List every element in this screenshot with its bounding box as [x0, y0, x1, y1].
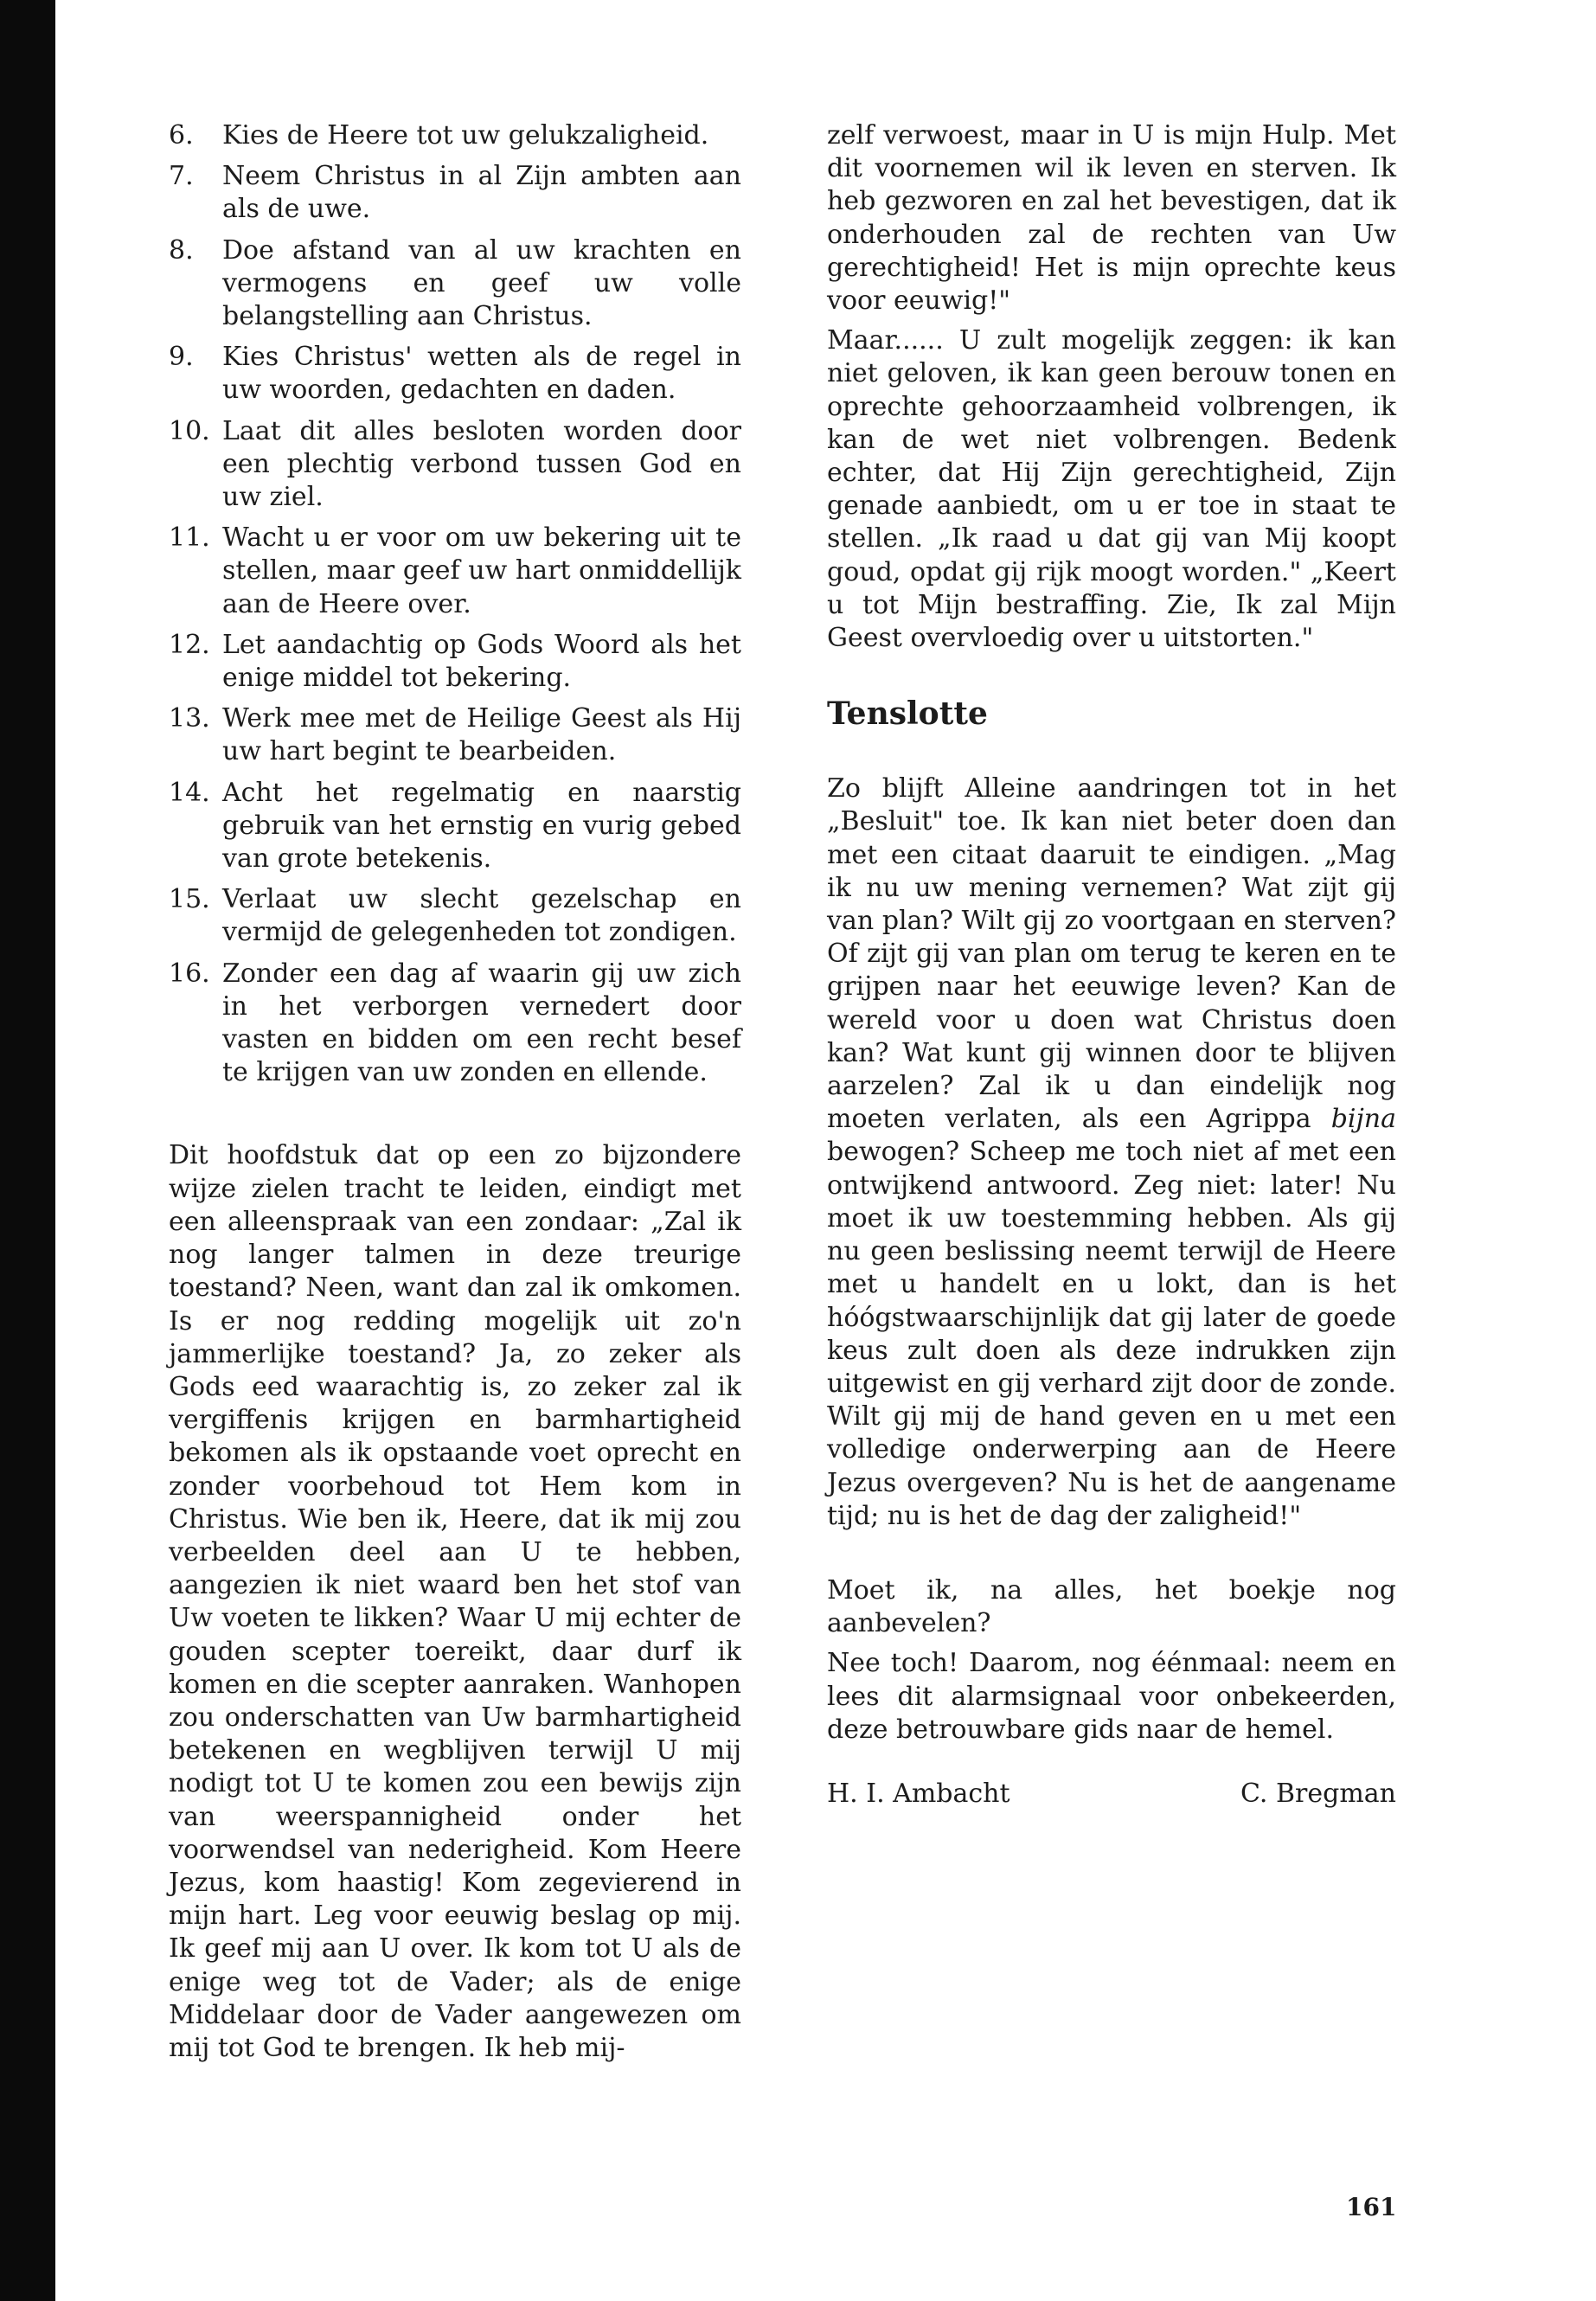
list-item-number: 14.	[169, 777, 210, 808]
conclusion-text-end: bewogen? Scheep me toch niet af met een ontwijkend antwoord. Zeg niet: later! Nu moet ik uw toestemming hebben. Als gij nu geen beslissing neemt terwijl de Heere met u handelt en u lokt, dan is het hóógstwaarschijnlijk dat gij later de goede keus zult doen als deze indrukken zijn uitgewist en gij verhard zijt door de zonde. Wilt gij mij de hand geven en u met een volledige onderwerping aan de Heere Jezus overgeven? Nu is het de aangename tijd; nu is het de dag der zaligheid!"	[827, 1137, 1396, 1531]
list-item-number: 16.	[169, 958, 210, 989]
list-item	[169, 234, 741, 334]
list-item-text: Kies de Heere tot uw gelukzaligheid.	[222, 120, 709, 151]
signature-left: H. I. Ambacht	[827, 1778, 1010, 1809]
signatures	[827, 1778, 1396, 1811]
list-item	[169, 160, 741, 226]
section-heading: Tenslotte	[827, 695, 988, 733]
list-item-number: 9.	[169, 342, 194, 373]
list-item	[169, 702, 741, 768]
list-item-number: 6.	[169, 120, 194, 151]
scan-binding-edge	[0, 0, 55, 2301]
list-item-number: 13.	[169, 703, 210, 734]
continued-quote-paragraph: zelf verwoest, maar in U is mijn Hulp. Met dit voornemen wil ik leven en sterven. Ik heb gezworen en zal het bevestigen, dat ik onderhouden zal de rechten van Uw gerechtigheid! Het is mijn oprechte keus voor eeuwig!"	[827, 120, 1396, 317]
list-item	[169, 777, 741, 876]
list-item-number: 8.	[169, 234, 194, 266]
list-item-text: Zonder een dag af waarin gij uw zich in het verborgen vernedert door vasten en bidden om een recht besef te krijgen van uw zonden en ellende.	[222, 958, 741, 1088]
signature-right: C. Bregman	[1240, 1778, 1396, 1809]
list-item-text: Let aandachtig op Gods Woord als het enige middel tot bekering.	[222, 629, 741, 694]
page-number: 161	[1346, 2193, 1397, 2221]
list-item-text: Kies Christus' wetten als de regel in uw woorden, gedachten en daden.	[222, 342, 741, 406]
chapter-summary-paragraph: Dit hoofdstuk dat op een zo bijzondere wijze zielen tracht te leiden, eindigt met een alleenspraak van een zondaar: „Zal ik nog langer talmen in deze treurige toestand? Neen, want dan zal ik omkomen. Is er nog redding mogelijk uit zo'n jammerlijke toestand? Ja, zo zeker als Gods eed waarachtig is, zo zeker zal ik vergiffenis krijgen en barmhartigheid bekomen als ik opstaande voet oprecht en zonder voorbehoud tot Hem kom in Christus. Wie ben ik, Heere, dat ik mij zou verbeelden deel aan U te hebben, aangezien ik niet waard ben het stof van Uw voeten te likken? Waar U mij echter de gouden scepter toereikt, daar durf ik komen en die scepter aanraken. Wanhopen zou onderschatten van Uw barmhartigheid betekenen en wegblijven terwijl U mij nodigt tot U te komen zou een bewijs zijn van weerspannigheid onder het voorwendsel van nederigheid. Kom Heere Jezus, kom haastig! Kom zegevierend in mijn hart. Leg voor eeuwig beslag op mij. Ik geef mij aan U over. Ik kom tot U als de enige weg tot de Vader; als de enige Middelaar door de Vader aangewezen om mij tot God te brengen. Ik heb mij-	[169, 1140, 741, 2063]
list-item	[169, 119, 741, 152]
conclusion-text-start: Zo blijft Alleine aandringen tot in het „Besluit" toe. Ik kan niet beter doen dan met een citaat daaruit te eindigen. „Mag ik nu uw mening vernemen? Wat zijt gij van plan? Wilt gij zo voortgaan en sterven? Of zijt gij van plan om terug te keren en te grijpen naar het eeuwige leven? Kan de wereld voor u doen wat Christus doen kan? Wat kunt gij winnen door te blijven aarzelen? Zal ik u dan eindelijk nog moeten verlaten, als een Agrippa	[827, 773, 1396, 1135]
list-item	[169, 629, 741, 695]
list-item-number: 7.	[169, 161, 194, 192]
list-item-text: Laat dit alles besloten worden door een plechtig verbond tussen God en uw ziel.	[222, 415, 741, 513]
list-item-text: Neem Christus in al Zijn ambten aan als de uwe.	[222, 161, 741, 225]
list-item	[169, 341, 741, 407]
right-column	[827, 119, 1396, 1811]
list-item-number: 15.	[169, 884, 210, 915]
emphasis-word: bijna	[1330, 1104, 1396, 1135]
list-item-number: 12.	[169, 629, 210, 660]
list-item	[169, 883, 741, 949]
list-item	[169, 958, 741, 1090]
list-item-number: 10.	[169, 415, 210, 446]
list-item-text: Verlaat uw slecht gezelschap en vermijd de gelegenheden tot zondigen.	[222, 884, 741, 948]
left-column	[169, 119, 741, 2065]
list-item	[169, 522, 741, 621]
recommendation-answer: Nee toch! Daarom, nog éénmaal: neem en lees dit alarmsignaal voor onbekeerden, deze betrouwbare gids naar de hemel.	[827, 1648, 1396, 1745]
list-item-text: Wacht u er voor om uw bekering uit te stellen, maar geef uw hart onmiddellijk aan de Heere over.	[222, 522, 741, 619]
list-item	[169, 415, 741, 515]
conclusion-paragraph	[827, 772, 1396, 1533]
list-item-text: Doe afstand van al uw krachten en vermogens en geef uw volle belangstelling aan Christus.	[222, 234, 741, 332]
list-item-number: 11.	[169, 522, 210, 554]
numbered-list	[169, 119, 741, 1089]
objection-paragraph: Maar...... U zult mogelijk zeggen: ik kan niet geloven, ik kan geen berouw tonen en oprechte gehoorzaamheid volbrengen, ik kan de wet niet volbrengen. Bedenk echter, dat Hij Zijn gerechtigheid, Zijn genade aanbiedt, om u er toe in staat te stellen. „Ik raad u dat gij van Mij koopt goud, opdat gij rijk moogt worden." „Keert u tot Mijn bestraffing. Zie, Ik zal Mijn Geest overvloedig over u uitstorten."	[827, 325, 1396, 654]
list-item-text: Werk mee met de Heilige Geest als Hij uw hart begint te bearbeiden.	[222, 703, 741, 767]
recommendation-question: Moet ik, na alles, het boekje nog aanbevelen?	[827, 1574, 1396, 1639]
list-item-text: Acht het regelmatig en naarstig gebruik van het ernstig en vurig gebed van grote betekenis.	[222, 777, 741, 875]
